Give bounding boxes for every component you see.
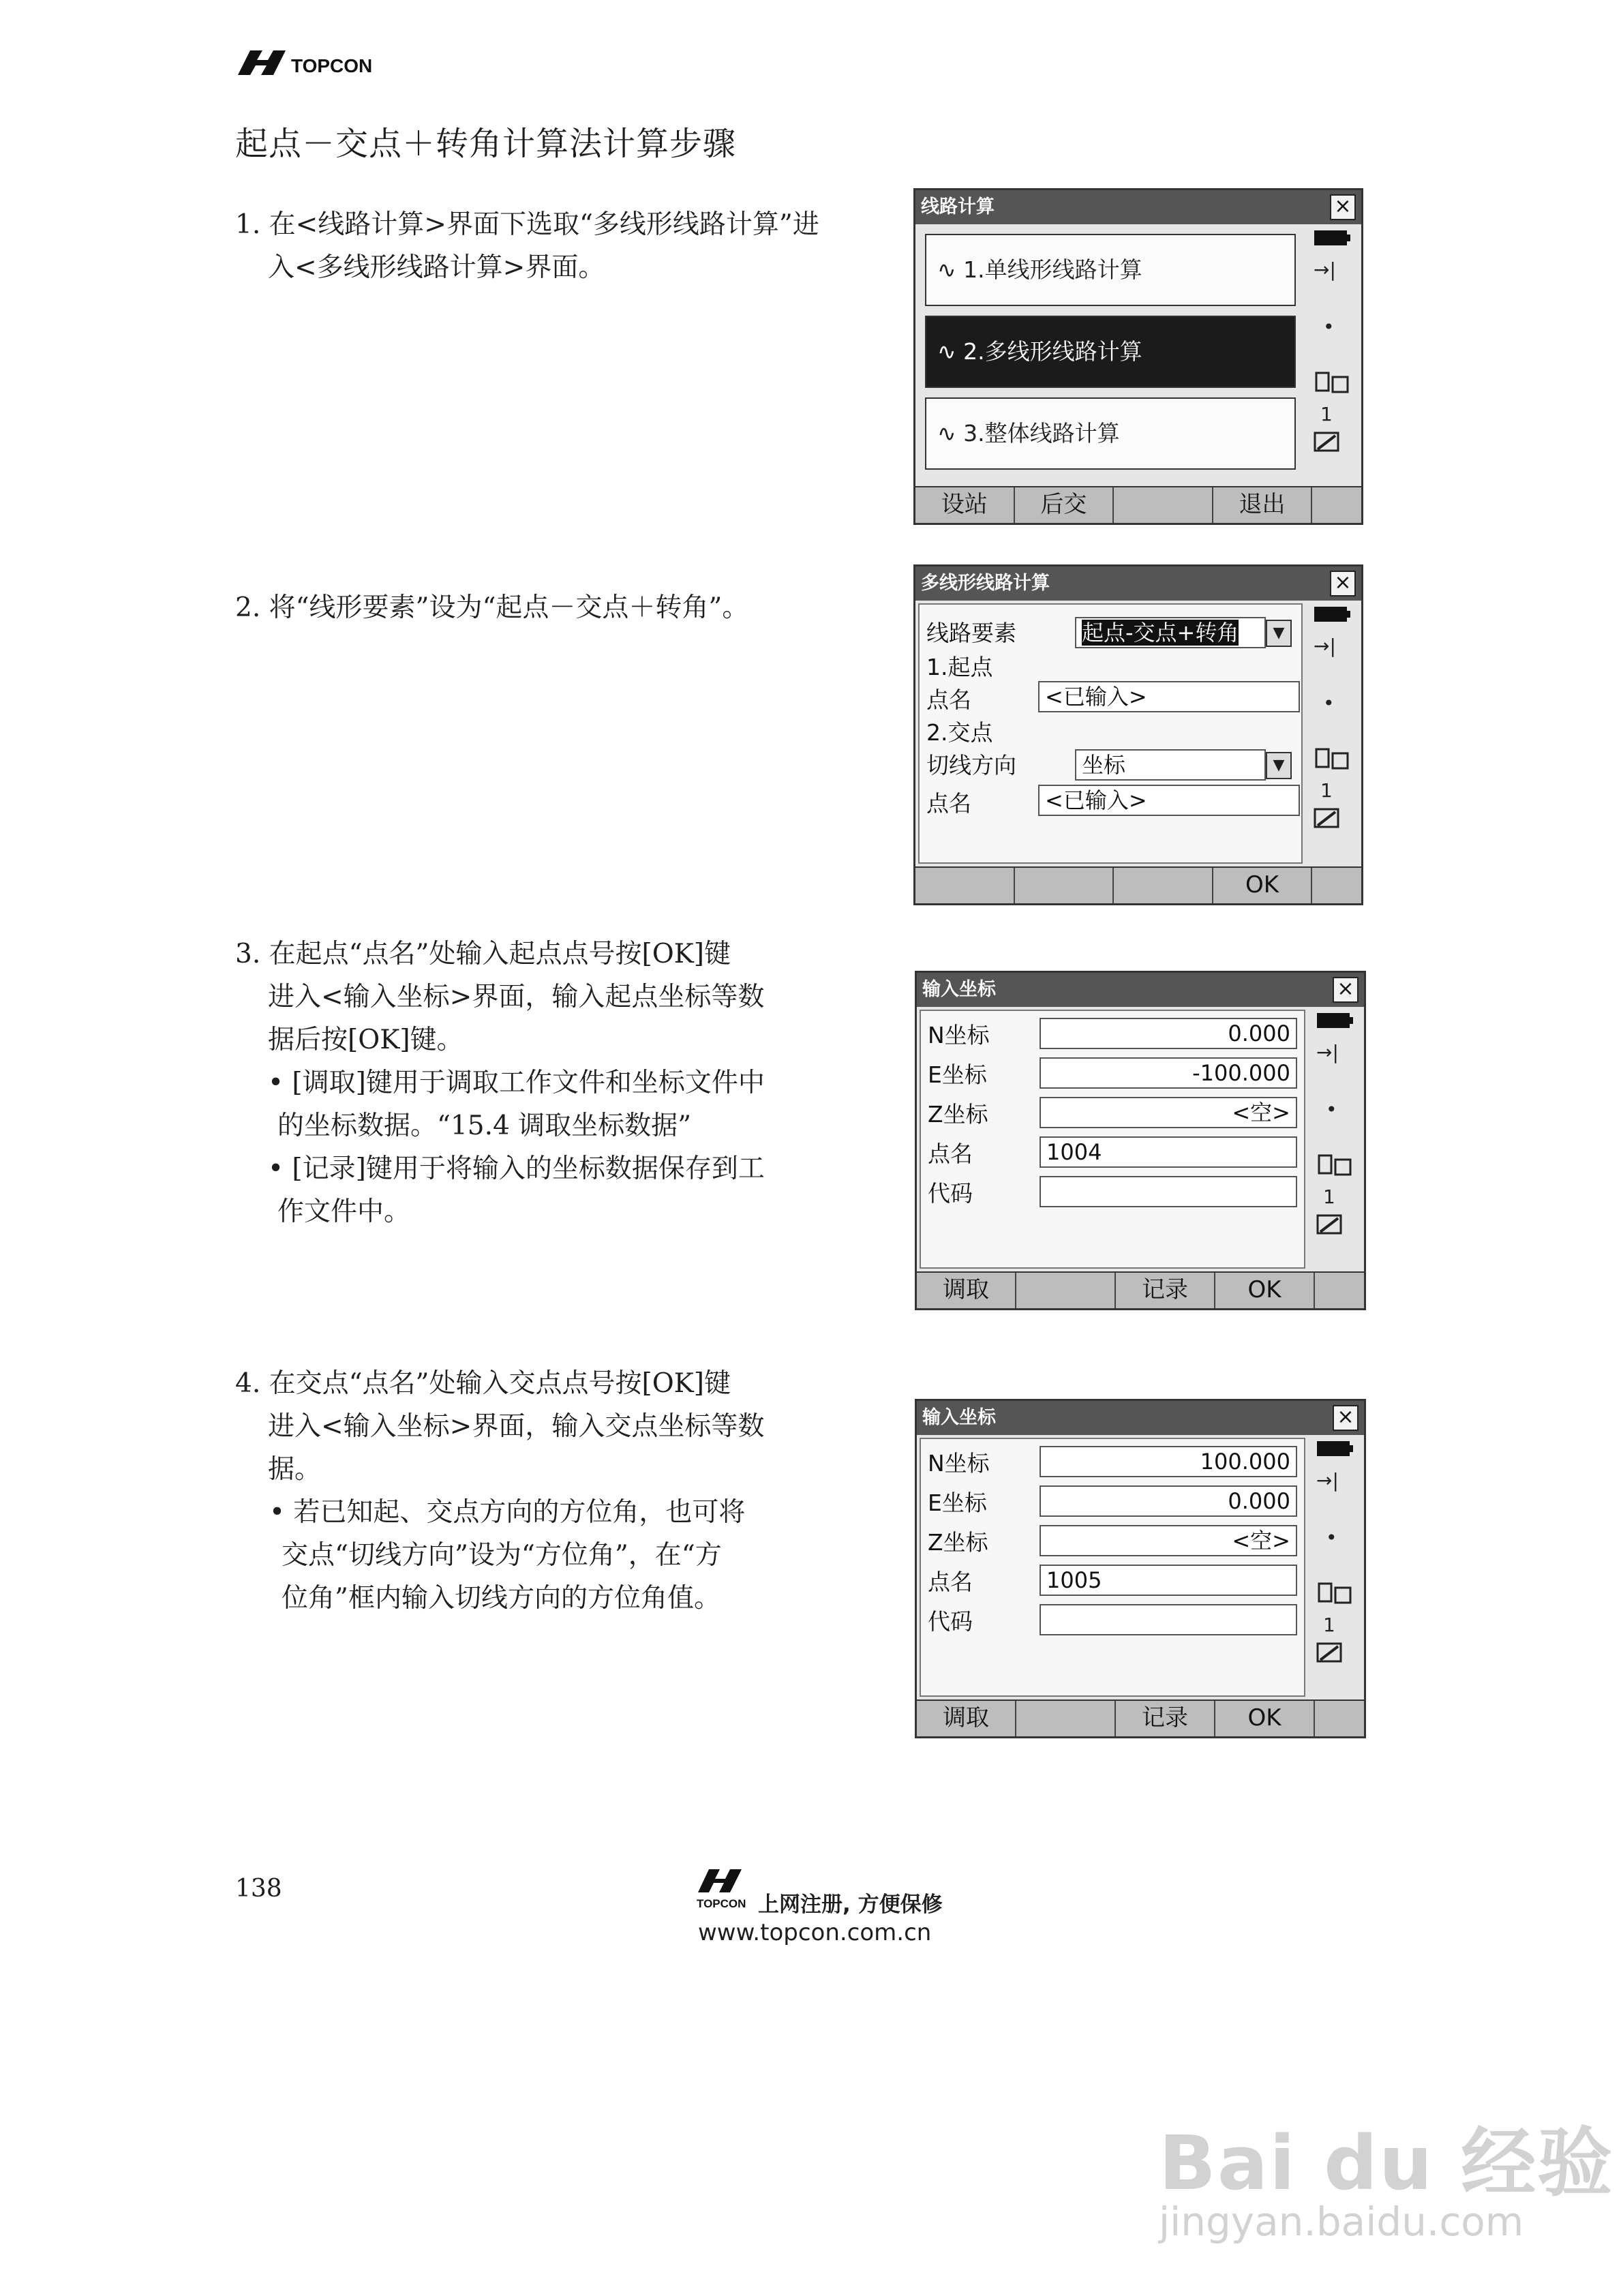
softkey-exit[interactable]: 退出 bbox=[1213, 487, 1313, 523]
edit-icon bbox=[1314, 432, 1341, 459]
device-icon bbox=[1314, 370, 1354, 401]
softkey-bar bbox=[915, 866, 1361, 903]
target-icon: →| bbox=[1316, 1041, 1339, 1063]
dot-icon: • bbox=[1323, 692, 1335, 714]
signal-icon: 1 bbox=[1323, 1185, 1335, 1208]
n-coord-label: N坐标 bbox=[928, 1022, 990, 1048]
screen-route-calc bbox=[913, 188, 1363, 525]
n-coord-field[interactable]: 0.000 bbox=[1040, 1018, 1297, 1049]
point-name-label: 点名 bbox=[928, 1569, 973, 1595]
menu-item-whole-route[interactable]: ∿ 3.整体线路计算 bbox=[925, 397, 1296, 470]
footer-slogan: 上网注册, 方便保修 bbox=[758, 1892, 943, 1917]
dot-icon: • bbox=[1326, 1526, 1337, 1549]
battery-icon bbox=[1316, 1439, 1354, 1463]
battery-icon bbox=[1314, 605, 1352, 629]
int-name-label: 点名 bbox=[926, 790, 971, 817]
screen-input-coords-start bbox=[915, 971, 1366, 1310]
n-coord-field[interactable]: 100.000 bbox=[1040, 1446, 1297, 1477]
close-button[interactable]: × bbox=[1333, 1405, 1359, 1431]
start-name-label: 点名 bbox=[926, 686, 971, 713]
tangent-direction-select[interactable]: 坐标 bbox=[1075, 749, 1266, 781]
battery-icon bbox=[1314, 228, 1352, 252]
code-label: 代码 bbox=[928, 1608, 973, 1635]
status-sidebar bbox=[1308, 1010, 1361, 1269]
window-title: 多线形线路计算 × bbox=[915, 567, 1361, 601]
device-icon bbox=[1316, 1153, 1357, 1183]
close-button[interactable]: × bbox=[1333, 977, 1359, 1003]
softkey-empty[interactable] bbox=[1015, 868, 1114, 903]
dot-icon: • bbox=[1323, 316, 1335, 338]
menu-item-single-route[interactable]: ∿ 1.单线形线路计算 bbox=[925, 234, 1296, 306]
form-area bbox=[918, 603, 1303, 864]
device-icon bbox=[1316, 1581, 1357, 1612]
softkey-empty[interactable] bbox=[1315, 1701, 1364, 1736]
int-name-field[interactable]: <已输入> bbox=[1038, 785, 1300, 816]
menu-area bbox=[918, 227, 1303, 483]
menu-item-multi-route[interactable]: ∿ 2.多线形线路计算 bbox=[925, 316, 1296, 388]
start-name-field[interactable]: <已输入> bbox=[1038, 681, 1300, 712]
curve-icon: ∿ bbox=[937, 420, 964, 447]
softkey-ok[interactable]: OK bbox=[1215, 1701, 1315, 1736]
z-coord-field[interactable]: <空> bbox=[1040, 1525, 1297, 1556]
topcon-logo bbox=[235, 46, 378, 82]
point-name-field[interactable]: 1004 bbox=[1040, 1136, 1297, 1168]
step-2-text: 2. 将“线形要素”设为“起点－交点＋转角”。 bbox=[235, 592, 749, 623]
softkey-record[interactable]: 记录 bbox=[1116, 1273, 1215, 1308]
svg-text:TOPCON: TOPCON bbox=[697, 1897, 746, 1910]
softkey-recall[interactable]: 调取 bbox=[917, 1273, 1016, 1308]
signal-icon: 1 bbox=[1320, 403, 1333, 425]
code-field[interactable] bbox=[1040, 1604, 1297, 1635]
softkey-resection[interactable]: 后交 bbox=[1015, 487, 1114, 523]
e-coord-field[interactable]: 0.000 bbox=[1040, 1485, 1297, 1517]
softkey-empty[interactable] bbox=[915, 868, 1015, 903]
softkey-ok[interactable]: OK bbox=[1215, 1273, 1315, 1308]
form-area bbox=[920, 1010, 1305, 1269]
edit-icon bbox=[1316, 1214, 1344, 1242]
page-number: 138 bbox=[235, 1875, 282, 1903]
e-coord-field[interactable]: -100.000 bbox=[1040, 1057, 1297, 1089]
intersection-header: 2.交点 bbox=[926, 719, 993, 746]
status-sidebar bbox=[1305, 227, 1359, 483]
dot-icon: • bbox=[1326, 1098, 1337, 1121]
start-point-header: 1.起点 bbox=[926, 654, 993, 680]
step-3-text: 3. 在起点“点名”处输入起点点号按[OK]键 进入<输入坐标>界面，输入起点坐标等数 据后按[OK]键。 • [调取]键用于调取工作文件和坐标文件中 的坐标数据。“15.4 调取坐标数据” • [记录]键用于将输入的坐标数据保存到工 作文件中。 bbox=[235, 939, 765, 1227]
route-element-select[interactable]: 起点-交点+转角 bbox=[1075, 617, 1266, 648]
close-button[interactable]: × bbox=[1330, 194, 1356, 220]
code-field[interactable] bbox=[1040, 1176, 1297, 1207]
target-icon: →| bbox=[1314, 635, 1336, 657]
softkey-empty[interactable] bbox=[1312, 487, 1361, 523]
softkey-empty[interactable] bbox=[1312, 868, 1361, 903]
status-sidebar bbox=[1308, 1438, 1361, 1697]
n-coord-label: N坐标 bbox=[928, 1450, 990, 1477]
e-coord-label: E坐标 bbox=[928, 1490, 987, 1516]
screen-multi-route bbox=[913, 564, 1363, 905]
signal-icon: 1 bbox=[1323, 1614, 1335, 1636]
svg-text:TOPCON: TOPCON bbox=[291, 55, 373, 76]
softkey-ok[interactable]: OK bbox=[1213, 868, 1313, 903]
window-title: 输入坐标 × bbox=[917, 1401, 1364, 1435]
signal-icon: 1 bbox=[1320, 779, 1333, 802]
baidu-watermark: Bai du 经验 bbox=[1159, 2119, 1614, 2207]
point-name-label: 点名 bbox=[928, 1141, 973, 1167]
topcon-logo bbox=[695, 1865, 757, 1916]
tangent-direction-label: 切线方向 bbox=[926, 752, 1016, 779]
window-title: 输入坐标 × bbox=[917, 973, 1364, 1007]
e-coord-label: E坐标 bbox=[928, 1061, 987, 1088]
window-title: 线路计算 × bbox=[915, 190, 1361, 224]
code-label: 代码 bbox=[928, 1180, 973, 1207]
softkey-empty[interactable] bbox=[1315, 1273, 1364, 1308]
edit-icon bbox=[1314, 808, 1341, 836]
form-area bbox=[920, 1438, 1305, 1697]
z-coord-label: Z坐标 bbox=[928, 1101, 988, 1128]
softkey-bar bbox=[915, 486, 1361, 523]
z-coord-label: Z坐标 bbox=[928, 1529, 988, 1556]
target-icon: →| bbox=[1314, 258, 1336, 281]
softkey-setup[interactable]: 设站 bbox=[915, 487, 1015, 523]
target-icon: →| bbox=[1316, 1469, 1339, 1492]
z-coord-field[interactable]: <空> bbox=[1040, 1097, 1297, 1128]
chevron-down-icon[interactable]: ▼ bbox=[1266, 620, 1292, 647]
softkey-empty[interactable] bbox=[1016, 1273, 1116, 1308]
baidu-watermark-url: jingyan.baidu.com bbox=[1159, 2199, 1524, 2245]
curve-icon: ∿ bbox=[937, 256, 964, 283]
softkey-empty[interactable] bbox=[1114, 487, 1213, 523]
curve-icon: ∿ bbox=[937, 338, 964, 365]
softkey-empty[interactable] bbox=[1114, 868, 1213, 903]
softkey-empty[interactable] bbox=[1016, 1701, 1116, 1736]
softkey-bar bbox=[917, 1271, 1364, 1308]
softkey-record[interactable]: 记录 bbox=[1116, 1701, 1215, 1736]
status-sidebar bbox=[1305, 603, 1359, 864]
chevron-down-icon[interactable]: ▼ bbox=[1266, 752, 1292, 779]
screen-input-coords-intersection bbox=[915, 1399, 1366, 1738]
softkey-bar bbox=[917, 1700, 1364, 1736]
point-name-field[interactable]: 1005 bbox=[1040, 1565, 1297, 1596]
footer-url[interactable]: www.topcon.com.cn bbox=[698, 1919, 932, 1946]
softkey-recall[interactable]: 调取 bbox=[917, 1701, 1016, 1736]
step-1-text: 1. 在<线路计算>界面下选取“多线形线路计算”进 入<多线形线路计算>界面。 bbox=[235, 209, 819, 283]
step-4-text: 4. 在交点“点名”处输入交点点号按[OK]键 进入<输入坐标>界面，输入交点坐标等数 据。 • 若已知起、交点方向的方位角，也可将 交点“切线方向”设为“方位角”，在“方 位角”框内输入切线方向的方位角值。 bbox=[235, 1368, 765, 1614]
route-element-label: 线路要素 bbox=[926, 620, 1016, 646]
battery-icon bbox=[1316, 1011, 1354, 1035]
page-title: 起点－交点＋转角计算法计算步骤 bbox=[235, 125, 737, 163]
device-icon bbox=[1314, 746, 1354, 777]
edit-icon bbox=[1316, 1642, 1344, 1670]
close-button[interactable]: × bbox=[1330, 571, 1356, 596]
